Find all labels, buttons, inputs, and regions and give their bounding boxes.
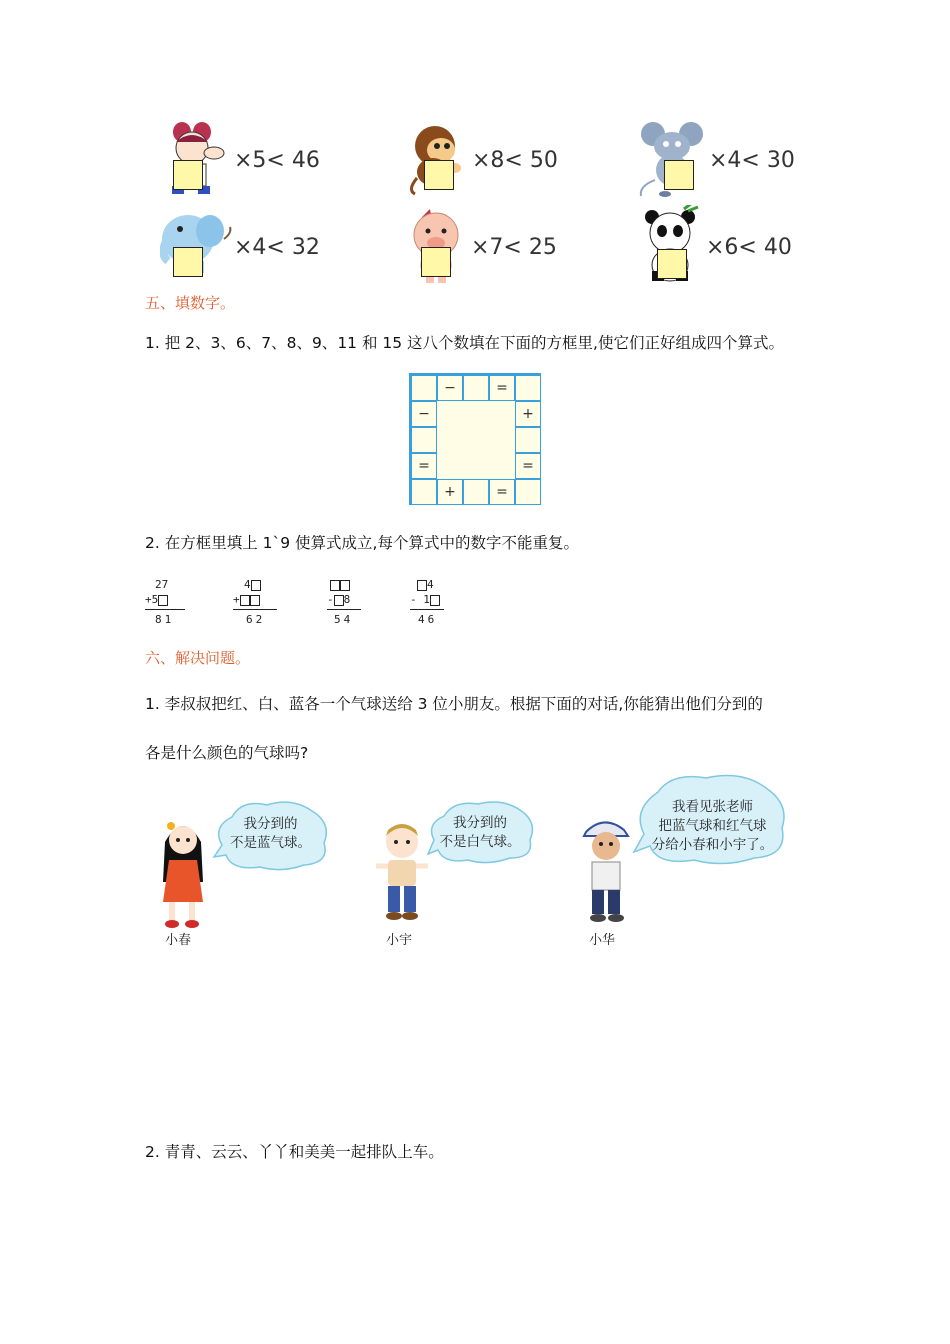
grid-cell[interactable] xyxy=(515,375,541,401)
grid-cell-equals: = xyxy=(489,375,515,401)
bubble-line: 分给小春和小宇了。 xyxy=(651,837,774,853)
section-six-heading: 六、解决问题。 xyxy=(145,649,251,667)
vp-op: +5 xyxy=(145,593,159,606)
grid-cell-plus: + xyxy=(437,479,463,505)
grid-cell-equals: = xyxy=(411,453,437,479)
bubble-line: 我分到的 xyxy=(243,816,298,832)
animal-exercise-monkey xyxy=(405,120,625,200)
answer-box[interactable] xyxy=(334,595,344,606)
grid-cell[interactable] xyxy=(411,375,437,401)
question-6-1-line1: 1. 李叔叔把红、白、蓝各一个气球送给 3 位小朋友。根据下面的对话,你能猜出他们分到的 xyxy=(145,695,763,713)
vp-top: 4 xyxy=(244,578,251,591)
vp-result: 62 xyxy=(246,613,266,626)
bubble-text-xiaoyu xyxy=(430,814,530,852)
grid-cell-plus: + xyxy=(515,401,541,427)
grid-cell-minus: − xyxy=(437,375,463,401)
exercise-expression: ×8< 50 xyxy=(472,148,558,173)
vp-op-tail: 8 xyxy=(343,593,351,606)
grid-cell[interactable] xyxy=(463,479,489,505)
kid-name-xiaochun: 小春 xyxy=(165,933,192,948)
answer-box[interactable] xyxy=(330,580,340,591)
animal-exercise-elephant xyxy=(160,205,380,285)
vp-op: + xyxy=(233,593,240,606)
answer-box[interactable] xyxy=(251,580,261,591)
bubble-line: 我分到的 xyxy=(453,815,507,831)
grid-cell[interactable] xyxy=(411,479,437,505)
bubble-line: 不是白气球。 xyxy=(439,834,521,850)
vp-top: 27 xyxy=(155,578,169,591)
kid-name-xiaoyu: 小宇 xyxy=(386,933,413,948)
bubble-line: 把蓝气球和红气球 xyxy=(658,818,767,834)
answer-box[interactable] xyxy=(340,580,350,591)
bubble-text-xiaochun xyxy=(218,815,323,853)
question-6-1-line2: 各是什么颜色的气球吗? xyxy=(145,744,309,762)
bubble-line: 我看见张老师 xyxy=(672,799,753,815)
section-five-heading: 五、填数字。 xyxy=(145,294,236,312)
grid-cell-equals: = xyxy=(489,479,515,505)
grid-cell[interactable] xyxy=(463,375,489,401)
grid-cell[interactable] xyxy=(515,427,541,453)
exercise-expression: ×4< 30 xyxy=(709,148,795,173)
exercise-expression: ×7< 25 xyxy=(471,235,557,260)
question-5-1: 1. 把 2、3、6、7、8、9、11 和 15 这八个数填在下面的方框里,使它们正好组成四个算式。 xyxy=(145,334,784,352)
vp-result: 46 xyxy=(418,613,438,626)
girl-xiaochun-icon xyxy=(155,812,215,942)
vp-result: 54 xyxy=(334,613,354,626)
kid-name-xiaohua: 小华 xyxy=(589,933,616,948)
answer-box[interactable] xyxy=(240,595,250,606)
exercise-expression: ×6< 40 xyxy=(706,235,792,260)
exercise-expression: ×5< 46 xyxy=(234,148,320,173)
question-6-2: 2. 青青、云云、丫丫和美美一起排队上车。 xyxy=(145,1143,444,1161)
grid-cell[interactable] xyxy=(411,427,437,453)
boy-xiaoyu-icon xyxy=(372,822,432,932)
boy-xiaohua-icon xyxy=(570,812,640,927)
vp-top: 4 xyxy=(427,578,434,591)
animal-exercise-mouse xyxy=(635,120,855,200)
grid-cell[interactable] xyxy=(515,479,541,505)
bubble-text-xiaohua xyxy=(640,798,785,855)
number-square-grid xyxy=(409,373,541,505)
animal-exercise-pig xyxy=(408,205,628,285)
answer-box[interactable] xyxy=(250,595,260,606)
vp-op: - 1 xyxy=(410,593,430,606)
animal-exercise-rabbit xyxy=(160,120,380,200)
grid-cell-equals: = xyxy=(515,453,541,479)
bubble-line: 不是蓝气球。 xyxy=(230,835,311,851)
vp-op: - xyxy=(327,593,334,606)
answer-box[interactable] xyxy=(417,580,427,591)
answer-box[interactable] xyxy=(430,595,440,606)
animal-exercise-panda xyxy=(640,205,860,285)
grid-cell-minus: − xyxy=(411,401,437,427)
question-5-2: 2. 在方框里填上 1`9 使算式成立,每个算式中的数字不能重复。 xyxy=(145,534,579,552)
answer-box[interactable] xyxy=(158,595,168,606)
exercise-expression: ×4< 32 xyxy=(234,235,320,260)
vp-result: 81 xyxy=(155,613,175,626)
